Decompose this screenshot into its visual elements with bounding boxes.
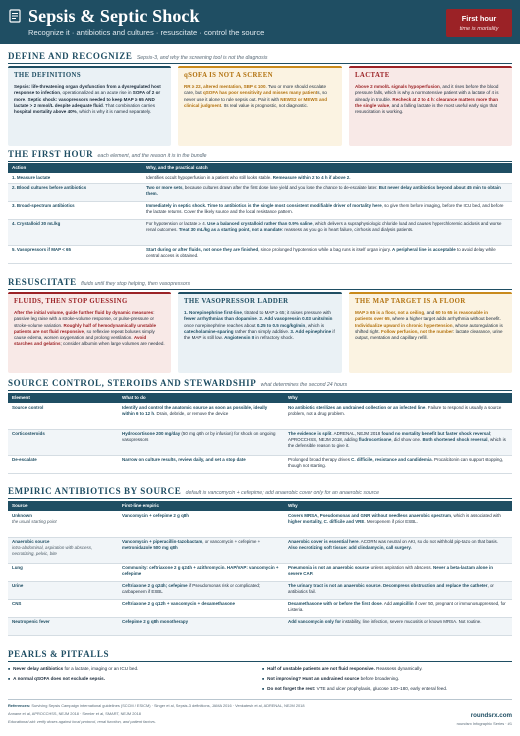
what-cell [118,403,284,429]
card-title: THE VASOPRESSOR LADDER [184,298,289,305]
emphasis-text: Start during or after fluids, not once they are finished [146,247,259,253]
emphasis-text: fewer arrhythmias than dopamine [184,316,257,322]
emphasis-text: C. difficile, resistance and candidemia [351,457,432,463]
emphasis-text: A peripheral line is acceptable [392,247,456,253]
body-text: , so reflexive repeat boluses simply cause edema, worsen oxygenation and prolong ventilation. [14,328,155,341]
card-map-target [349,292,512,373]
emphasis-text: Vancomycin + piperacillin-tazobactam [122,539,203,545]
section-title: RESUSCITATE [8,277,77,287]
emphasis-text: MAP ≥ 65 is a floor, not a ceiling [355,309,425,315]
emphasis-text: Septic shock: vasopressors needed to keep MAP ≥ 65 AND lactate > 2 mmol/L despite adequate fluid [14,96,155,108]
body-text: , which is why it is named separately. [76,109,152,115]
card-title: THE MAP TARGET IS A FLOOR [355,298,466,305]
emphasis-text: 2. Add vasopressin 0.03 units/min [259,316,333,322]
body-text: : passive leg raise with a stroke-volume response, or pulse-pressure or stroke-volume variation. [14,309,155,328]
body-text: rather than simply additive. [233,328,291,334]
references-text: Surviving Sepsis Campaign international guidelines (SCCM / ESICM) · Singer et al, Sepsis-3 definitions, JAMA 2016 · Venkatesh et al, ADRENAL, NEJM 2018 [30,703,305,708]
body-text: (50 mg q6h or by infusion) for shock on ongoing vasopressors [122,431,276,443]
body-text: , or antibiotics fail. [288,583,494,595]
column-header: Why [284,501,512,511]
section-heading-antibiotics [8,486,379,498]
element-cell: Source control [8,403,118,429]
first-line-cell [118,617,284,635]
body-text: , or vancomycin + cefepime + [202,539,261,545]
disclaimer: Educational aid: verify doses against local protocol, renal function, and patient factors. [8,719,156,724]
why-cell [284,617,512,635]
emphasis-text: catecholamine-sparing [184,328,234,334]
body-text: , and it rises before the blood pressure falls, which is why a normotensive patient with a lactate of 4 is already in trouble. [355,83,499,102]
first-hour-badge [446,9,512,37]
body-text: ; consider albumin when large volumes are needed. [60,341,165,347]
card-vasopressor-ladder [178,292,342,373]
body-text: instability, line infection, severe mucositis or known MRSA. Not routine. [341,619,482,625]
emphasis-text: But never delay antibiotics beyond about 45 min to obtain them. [146,185,501,197]
section-heading-define [8,51,267,63]
emphasis-text: Treat 30 mL/kg as a starting point, not a mandate [178,227,282,233]
table-row [8,173,512,183]
emphasis-text: Do not forget the rest: [267,686,316,691]
emphasis-text: Pneumonia is not an anaerobic source [288,565,370,571]
source-cell [8,581,118,599]
source-name: Urine [12,583,24,589]
body-text: : lactate clearance, urine output, mentation and capillary refill. [355,328,503,341]
emphasis-text: Two or more sets [146,185,183,191]
emphasis-text: Vancomycin + cefepime 2 g q8h [122,512,189,518]
emphasis-text: Community: ceftriaxone 2 g q24h + azithromycin. HAP/VAP: vancomycin + cefepime [122,565,279,577]
why-cell [284,429,512,455]
emphasis-text: 3. Add epinephrine [290,328,332,334]
card-title: LACTATE [355,72,390,79]
column-header: Action [8,163,142,173]
section-subtitle: fluids until they stop helping, then vasopressors [81,281,191,287]
body-text: if over 50, pregnant or immunosuppressed, for Listeria. [288,601,506,613]
emphasis-text: NEWS2 or MEWS and clinical judgment [184,96,328,108]
first-line-cell [118,581,284,599]
emphasis-text: hospital mortality above 40% [14,109,77,115]
table-row [8,219,512,245]
body-text: once norepinephrine reaches about [184,322,257,328]
body-text: before broadening. [359,676,400,681]
body-text: , and a falling lactate is the most useful early sign that resuscitation is working. [355,102,498,115]
section-heading-first-hour [8,149,207,161]
emphasis-text: Individualize upward in chronic hypertension [355,322,453,328]
emphasis-text: Ceftriaxone 2 g q24h; cefepime [122,583,188,589]
table-header-row [8,393,512,403]
card-body [14,310,165,348]
table-row [8,455,512,473]
emphasis-text: Never delay antibiotics [13,666,64,671]
source-note: intra-abdominal, aspiration with abscess, necrotizing, pelvic, bite [12,545,93,556]
section-heading-pearls [8,649,109,661]
emphasis-text: Follow perfusion, not the number [381,328,454,334]
emphasis-text: Angiotensin II [224,335,255,341]
action-cell: 2. Blood cultures before antibiotics [8,183,142,201]
body-text: , operationalized as an acute rise in [59,90,133,96]
element-cell: De-escalate [8,455,118,473]
emphasis-text: SOFA of 2 or more [14,90,161,102]
body-text: , which delivers a supraphysiologic chloride load and causes hyperchloremic acidosis and worse renal outcomes. [146,221,502,233]
why-cell [142,245,512,263]
action-cell: 4. Crystalloid 30 mL/kg [8,219,142,245]
card-body [14,84,165,115]
page-subtitle: Recognize it · antibiotics and cultures · resuscitate · control the source [28,28,265,37]
body-text: , which is the defensible reason to give it. [288,437,506,448]
list-item [262,666,423,672]
section-subtitle: default is vancomycin + cefepime; add anaerobic cover only for an anaerobic source [185,490,379,496]
source-control-table [8,393,512,474]
source-name: Lung [12,565,23,571]
column-header: Why, and the practical catch [142,163,512,173]
first-line-cell [118,537,284,563]
emphasis-text: A normal qSOFA does not exclude sepsis. [13,676,105,681]
table-row [8,599,512,617]
emphasis-text: Dexamethasone with or before the first dose [288,601,382,607]
emphasis-text: Avoid starches and gelatins [14,335,147,347]
antibiotics-table [8,501,512,636]
body-text: ; APROCCHSS, NEJM 2018, adding [288,431,492,443]
body-text: Reassess dynamically. [374,666,423,671]
card-body [355,84,506,115]
emphasis-text: Anaerobic cover is essential here [288,539,359,545]
body-text: . Drain, debride, or remove the device [154,410,229,416]
body-text: Identifies occult hypoperfusion in a patient who still looks stable. [146,174,273,180]
emphasis-text: The urinary tract is not an anaerobic source. Decompress obstruction and replace the catheter [288,583,488,589]
source-cell [8,617,118,635]
section-heading-source-control [8,378,347,390]
emphasis-text: Identify and control the anatomic source as soon as possible, ideally within 6 to 12 h [122,404,268,416]
emphasis-text: clearance matters more than the single value [355,96,499,108]
emphasis-text: Half of unstable patients are not fluid responsive. [267,666,375,671]
emphasis-text: Use a balanced crystalloid rather than 0.9% saline [207,221,313,227]
table-row [8,201,512,219]
section-divider [8,498,512,499]
column-header: Source [8,501,118,511]
section-divider [8,63,512,64]
emphasis-text: 1. Norepinephrine first-line [184,309,242,315]
emphasis-text: Add vancomycin only for [288,619,342,625]
body-text: . [256,316,260,322]
emphasis-text: Ceftriaxone 2 g q12h + vancomycin + dexamethasone [122,601,235,607]
list-item [262,686,447,692]
body-text: , since prolonged hypotension while a bag runs is itself organ injury. [258,247,393,253]
table-header-row [8,501,512,511]
body-text: : [433,96,437,102]
badge-caption: time is mortality [459,25,499,32]
table-row [8,183,512,201]
source-cell [8,563,118,581]
table-header-row [8,163,512,173]
card-qsofa [178,66,342,146]
why-cell [284,455,512,473]
source-cell [8,599,118,617]
card-body [184,310,336,341]
card-fluids [8,292,171,373]
body-text: . [25,96,28,102]
series-label: roundsrx Infographic Series · #1 [456,721,512,726]
section-divider [8,289,512,290]
why-cell [284,511,512,537]
emphasis-text: No antibiotic sterilizes an undrained collection or an infected line [288,404,426,410]
body-text: , where a higher target adds arrhythmia without benefit. [389,316,501,322]
emphasis-text: Never a beta-lactam alone in severe CAP. [288,565,493,577]
what-cell [118,429,284,455]
body-text: . Failure to respond is usually a source problem, not a drug problem. [288,404,502,416]
emphasis-text: Not improving? Hunt an undrained source [267,676,360,681]
body-text: , and [424,309,436,315]
section-subtitle: each element, and the reason it is in the bundle [97,153,207,159]
action-cell: 3. Broad-spectrum antibiotics [8,201,142,219]
column-header: First-line empiric [118,501,284,511]
table-row [8,563,512,581]
emphasis-text: After the initial volume, guide further fluid by dynamic measures [14,309,154,315]
section-title: PEARLS & PITFALLS [8,649,110,659]
page-header [0,0,520,44]
source-cell [8,511,118,537]
body-text: , titrated to MAP ≥ 65; it raises pressure with [241,309,331,315]
body-text: , whose autoregulation is shifted right. [355,322,503,334]
why-cell [142,219,512,245]
body-text: . ADRENAL, NEJM 2018 [331,431,382,437]
page-title: Sepsis & Septic Shock [28,6,200,26]
section-divider [8,161,512,162]
emphasis-text: 60 to 65 is reasonable in patients over 65 [355,309,489,322]
table-row [8,429,512,455]
references-line-2: Annane et al, APROCCHSS, NEJM 2018 · Semler et al, SMART, NEJM 2018 [8,711,141,716]
what-cell [118,455,284,473]
why-cell [284,537,512,563]
emphasis-text: RR ≥ 22, altered mentation, SBP ≤ 100 [184,83,266,89]
body-text: . Its real value is prognostic, not diagnostic. [221,102,309,108]
body-text: : reassess as you go in heart failure, cirrhosis and dialysis patients. [281,227,414,233]
emphasis-text: Above 2 mmol/L signals hypoperfusion [355,83,440,89]
emphasis-text: fludrocortisone [358,437,392,443]
body-text: to avoid delay while central access is obtained. [146,247,496,259]
section-subtitle: Sepsis-3, and why the screening tool is not the diagnosis [136,55,268,61]
section-heading-resuscitate [8,277,190,289]
first-line-cell [118,511,284,537]
emphasis-text: Hydrocortisone 200 mg/day [122,431,181,437]
list-item [8,666,138,672]
card-lactate [349,66,512,146]
body-text: s, so never use it alone to rule sepsis out. Pair it with [184,90,327,102]
why-cell [284,599,512,617]
source-name: Anaerobic source [12,539,50,545]
body-text: , because cultures drawn after the first dose lose yield and you lose the chance to de-escalate later. [182,185,379,191]
emphasis-text: The evidence is split [288,431,332,437]
card-title: qSOFA IS NOT A SCREEN [184,72,273,79]
action-cell: 1. Measure lactate [8,173,142,183]
table-row [8,617,512,635]
body-text: , so give them before imaging, before the ICU bed, and before the lactate returns. Cover the likely source and the local resistance pattern. [146,203,504,215]
section-subtitle: what determines the second 24 hours [260,382,348,388]
table-row [8,245,512,263]
list-item [8,676,105,682]
element-cell: Corticosteroids [8,429,118,455]
column-header: Why [284,393,512,403]
body-text: . Procalcitonin can support stopping, though not starting. [288,457,504,469]
footer-divider [8,699,512,700]
first-line-cell [118,563,284,581]
emphasis-text: Both shortened shock reversal [422,437,488,443]
body-text: , did show one. [391,437,423,443]
first-line-cell [118,599,284,617]
emphasis-text: Sepsis: life-threatening organ dysfunction from a dysregulated host response to infection [14,83,161,96]
body-text: for a lactate, imaging or an ICU bed. [63,666,139,671]
emphasis-text: Recheck at 2 to 4 h [392,96,434,102]
body-text: . Add [381,601,394,607]
source-cell [8,537,118,563]
card-definitions [8,66,171,146]
card-title: THE DEFINITIONS [14,72,81,79]
emphasis-text: Narrow on culture results, review daily, and set a stop date [122,457,246,463]
emphasis-text: Roughly half of hemodynamically unstable patients are not fluid responsive [14,322,156,334]
why-cell [142,173,512,183]
body-text: . That combination carries [102,102,155,108]
source-name: CNS [12,601,22,607]
emphasis-text: Remeasure within 2 to 4 h if above 2. [272,174,351,180]
card-body [184,84,336,109]
emphasis-text: higher mortality, C. difficile and VRE [288,518,365,524]
section-title: DEFINE AND RECOGNIZE [8,51,133,61]
emphasis-text: Immediately in septic shock. Time to antibiotics is the single most consistent modifiable driver of mortality here [146,203,382,209]
emphasis-text: Covers MRSA, Pseudomonas and GNR without needless anaerobic spectrum [288,512,451,518]
emphasis-text: qSOFA has poor sensitivity and misses many patient [202,90,318,96]
first-hour-table [8,163,512,264]
why-cell [284,563,512,581]
table-row [8,511,512,537]
source-name: Unknown [12,512,32,518]
action-cell: 5. Vasopressors if MAP < 65 [8,245,142,263]
section-title: EMPIRIC ANTIBIOTICS BY SOURCE [8,486,182,496]
emphasis-text: Also necrotizing soft tissue: add clindamycin, call surgery. [288,545,412,551]
list-item [262,676,399,682]
body-text: if Pseudomonas risk or complicated; carbapenem if ESBL [122,583,261,595]
body-text: . Two or more should escalate care, but [184,83,327,96]
emphasis-text: metronidazole 500 mg q8h [122,545,178,551]
body-text: Prolonged broad therapy drives [288,457,352,463]
body-text: For hypotension or lactate ≥ 4. [146,221,208,227]
table-row [8,581,512,599]
emphasis-text: ampicillin [393,601,414,607]
why-cell [284,581,512,599]
column-header: Element [8,393,118,403]
body-text: if the MAP is still low. [184,328,335,341]
column-header: What to do [118,393,284,403]
body-text: , which is [305,322,325,328]
why-cell [284,403,512,429]
references-label: References: [8,703,31,708]
table-row [8,537,512,563]
section-divider [8,390,512,391]
section-title: THE FIRST HOUR [8,149,94,159]
document-icon [8,9,22,23]
badge-title: First hour [461,14,497,23]
emphasis-text: Cefepime 2 g q8h monotherapy [122,619,189,625]
references-line [8,703,304,708]
table-row [8,403,512,429]
body-text: . Meropenem if prior ESBL. [364,518,418,524]
brand-link[interactable]: roundsrx.com [470,712,512,719]
body-text: , which is associated with [451,512,501,518]
card-title: FLUIDS, THEN STOP GUESSING [14,298,128,305]
section-divider [8,661,512,662]
source-note: the usual starting point [12,518,57,524]
source-name: Neutropenic fever [12,619,50,625]
body-text: VTE and ulcer prophylaxis, glucose 140–180, early enteral feed. [315,686,448,691]
why-cell [142,201,512,219]
emphasis-text: found no mortality benefit but faster shock reversal [381,431,490,437]
emphasis-text: 0.25 to 0.5 mcg/kg/min [256,322,306,328]
body-text: . ACORN was neutral on AKI, so do not withhold pip-tazo on that basis. [358,539,498,545]
section-title: SOURCE CONTROL, STEROIDS AND STEWARDSHIP [8,378,257,388]
card-body [355,310,506,341]
why-cell [142,183,512,201]
body-text: unless aspiration with abscess. [369,565,434,571]
body-text: in refractory shock. [254,335,294,341]
